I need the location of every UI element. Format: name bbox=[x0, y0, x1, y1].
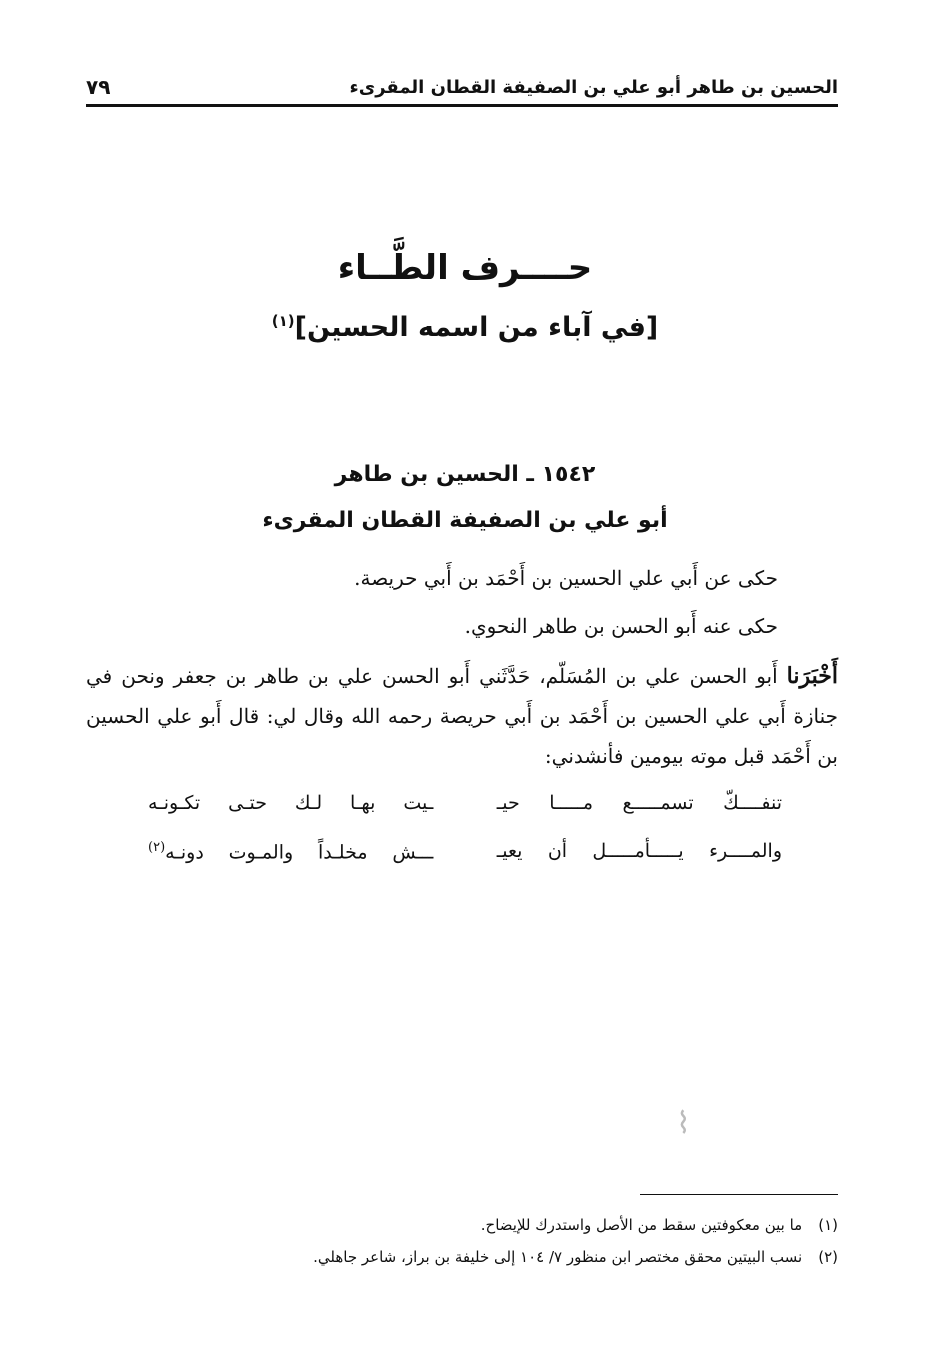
verse-1-first-hemistich: تنفــــكّ تسمـــــع مـــــا حيـ bbox=[496, 792, 782, 814]
verse-line-2 bbox=[148, 840, 782, 863]
running-head-title: الحسين بن طاهر أبو علي بن الصفيفة القطان المقرىء bbox=[349, 76, 838, 98]
footnote-1-text: ما بين معكوفتين سقط من الأصل واستدرك للإيضاح. bbox=[480, 1216, 803, 1234]
chapter-subtitle bbox=[0, 312, 930, 343]
verse-2-second-text: ـــش مخلـداً والمـوت دونـه bbox=[165, 841, 434, 864]
chapter-subtitle-text: [في آباء من اسمه الحسين] bbox=[294, 312, 659, 343]
footnote-ref-1: (١) bbox=[271, 312, 295, 330]
footnote-1-number: (١) bbox=[818, 1216, 838, 1234]
footnote-2 bbox=[86, 1248, 838, 1266]
verse-line-1 bbox=[148, 792, 782, 814]
chapter-title: حــــرف الطَّــاء bbox=[337, 248, 593, 288]
footnote-1 bbox=[86, 1216, 838, 1234]
paragraph-3 bbox=[86, 656, 838, 776]
paragraph-1: حكى عن أَبي علي الحسين بن أَحْمَد بن أَبي حريصة. bbox=[354, 566, 778, 590]
footnote-ref-2: (٢) bbox=[148, 840, 166, 855]
running-head bbox=[86, 70, 838, 107]
verse-2-second-hemistich bbox=[148, 840, 433, 863]
footnote-2-text: نسب البيتين محقق مختصر ابن منظور ٧/ ١٠٤ إلى خليفة بن براز، شاعر جاهلي. bbox=[313, 1248, 803, 1266]
entry-subheading: أبو علي بن الصفيفة القطان المقرىء bbox=[262, 508, 668, 533]
entry-heading: ١٥٤٢ ـ الحسين بن طاهر bbox=[334, 462, 596, 487]
verse-1-second-hemistich: ـيت بهـا لـك حتـى تكـونـه bbox=[148, 792, 434, 814]
footnote-2-number: (٢) bbox=[818, 1248, 838, 1266]
page-number: ٧٩ bbox=[86, 75, 111, 99]
pencil-mark-icon: ⌇ bbox=[676, 1106, 691, 1141]
paragraph-3-body: أَبو الحسن علي بن المُسَلّم، حَدَّثَني أَبو الحسن علي بن طاهر بن جعفر ونحن في جنازة أَبي علي الحسين بن أَحْمَد بن أَبي حريصة رحمه الله وقال لي: قال أَبو علي الحسين بن أَحْمَد قبل موته بيومين فأنشدني: bbox=[86, 664, 838, 768]
footnote-divider bbox=[640, 1194, 838, 1195]
paragraph-2: حكى عنه أَبو الحسن بن طاهر النحوي. bbox=[464, 614, 778, 638]
verse-2-first-hemistich: والمــــرء يـــــأمـــــل أن يعيـ bbox=[496, 840, 782, 862]
paragraph-3-lead: أَخْبَرَنا bbox=[786, 663, 838, 689]
